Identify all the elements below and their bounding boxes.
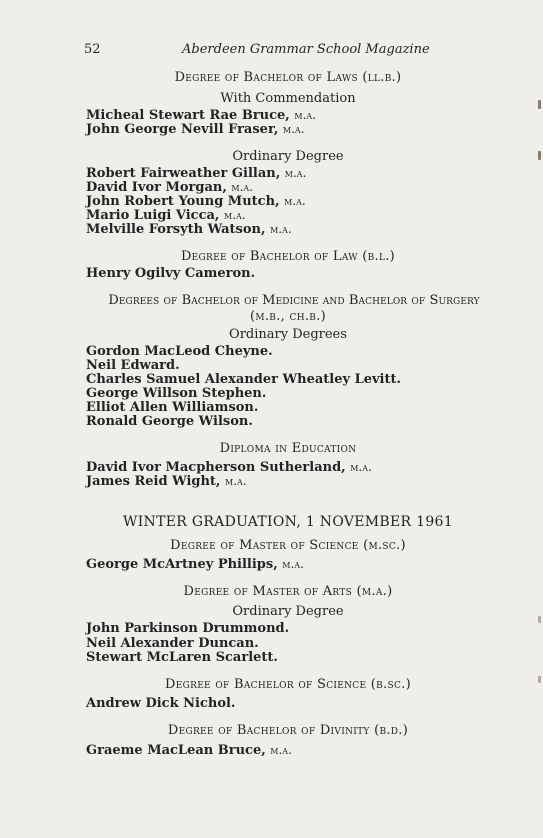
graduate-name: Robert Fairweather Gillan, m.a. — [86, 166, 307, 181]
page-edge-mark — [538, 100, 541, 109]
winter-graduation-title: WINTER GRADUATION, 1 NOVEMBER 1961 — [123, 514, 453, 530]
page-edge-mark — [538, 676, 541, 683]
subheading-ordinary-degree: Ordinary Degree — [232, 604, 344, 619]
graduate-name: John George Nevill Fraser, m.a. — [86, 122, 305, 137]
section-heading-bl: Degree of Bachelor of Law (b.l.) — [180, 249, 396, 264]
page-edge-mark — [538, 616, 541, 623]
graduate-name: David Ivor Morgan, m.a. — [86, 180, 254, 195]
section-heading-msc: Degree of Master of Science (m.sc.) — [170, 538, 406, 553]
section-heading-diploma: Diploma in Education — [219, 441, 357, 456]
subheading-with-commendation: With Commendation — [220, 91, 356, 106]
graduate-name: David Ivor Macpherson Sutherland, m.a. — [86, 460, 372, 475]
graduate-name: Henry Ogilvy Cameron. — [86, 266, 256, 281]
graduate-name: Elliot Allen Williamson. — [86, 400, 259, 415]
section-heading-mbchb: Degrees of Bachelor of Medicine and Bachelor of Surgery — [108, 293, 480, 308]
section-heading-bd: Degree of Bachelor of Divinity (b.d.) — [167, 723, 409, 738]
graduate-name: George McArtney Phillips, m.a. — [86, 557, 304, 572]
graduate-name: Graeme MacLean Bruce, m.a. — [86, 743, 292, 758]
graduate-name: James Reid Wight, m.a. — [86, 474, 247, 489]
subheading-ordinary-degrees: Ordinary Degrees — [229, 327, 347, 342]
graduate-name: Neil Alexander Duncan. — [86, 636, 259, 651]
section-heading-ma: Degree of Master of Arts (m.a.) — [183, 584, 393, 599]
graduate-name: Mario Luigi Vicca, m.a. — [86, 208, 246, 223]
graduate-name: Stewart McLaren Scarlett. — [86, 650, 278, 665]
graduate-name: Ronald George Wilson. — [86, 414, 253, 429]
subheading-ordinary-degree: Ordinary Degree — [232, 149, 344, 164]
graduate-name: Micheal Stewart Rae Bruce, m.a. — [86, 108, 316, 123]
running-header — [84, 42, 430, 57]
page-number: 52 — [84, 42, 101, 57]
section-heading-bsc: Degree of Bachelor of Science (b.sc.) — [165, 677, 411, 692]
magazine-title: Aberdeen Grammar School Magazine — [182, 42, 430, 57]
page-edge-mark — [538, 151, 541, 160]
graduate-name: Gordon MacLeod Cheyne. — [86, 344, 273, 359]
graduate-name: Neil Edward. — [86, 358, 180, 373]
graduate-name: John Parkinson Drummond. — [86, 621, 290, 636]
graduate-name: Charles Samuel Alexander Wheatley Levitt. — [86, 372, 402, 387]
graduate-name: John Robert Young Mutch, m.a. — [86, 194, 306, 209]
graduate-name: Melville Forsyth Watson, m.a. — [86, 222, 292, 237]
graduate-name: Andrew Dick Nichol. — [86, 696, 236, 711]
graduate-name: George Willson Stephen. — [86, 386, 267, 401]
section-heading-llb: Degree of Bachelor of Laws (ll.b.) — [174, 70, 402, 85]
section-heading-mbchb-abbr: (m.b., ch.b.) — [249, 309, 326, 324]
